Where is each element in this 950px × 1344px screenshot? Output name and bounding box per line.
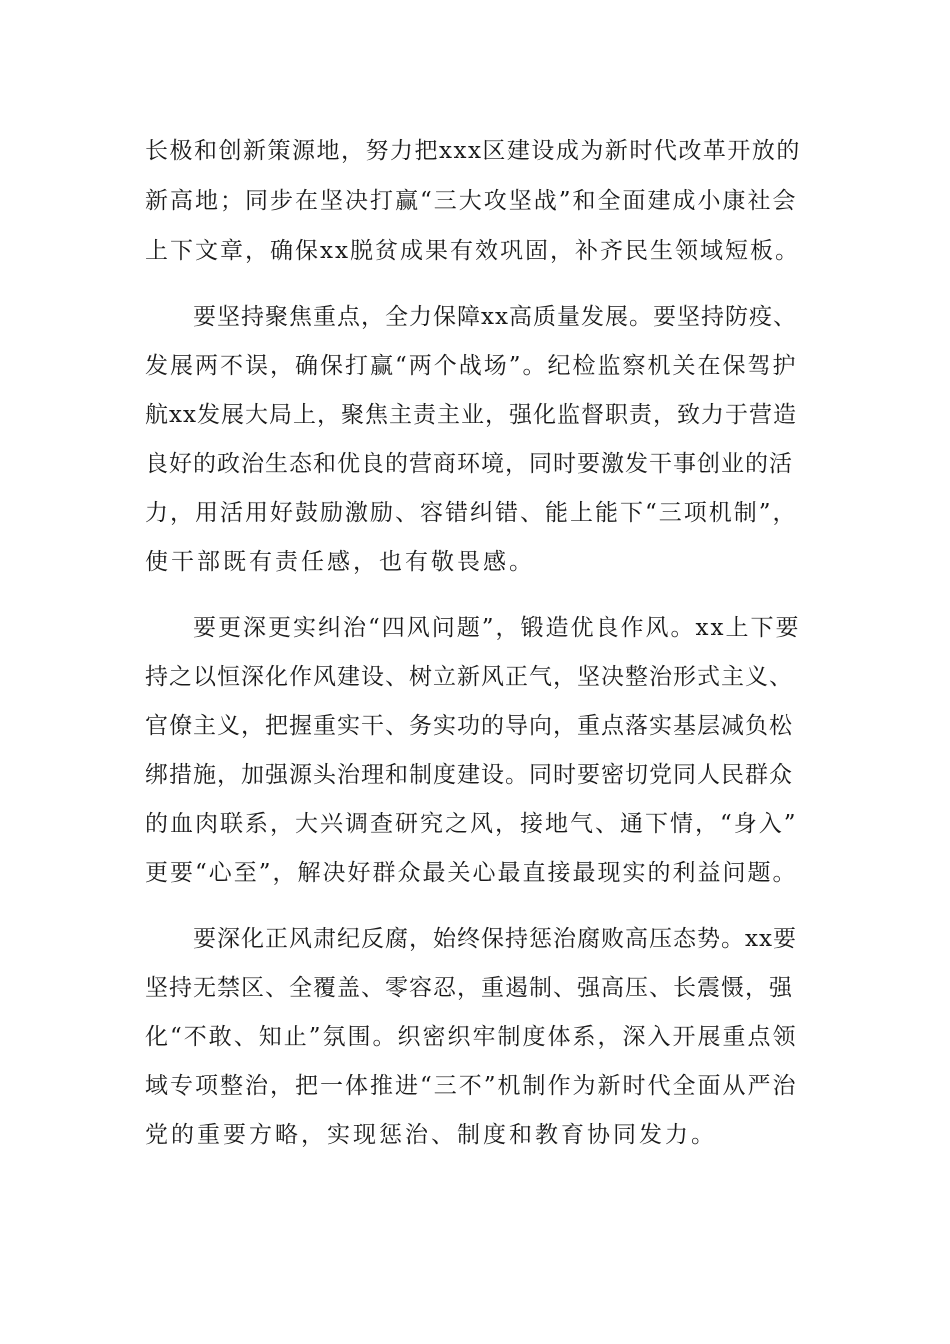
- paragraph-4-line-3: 化“不敢、知止”氛围。织密织牢制度体系，深入开展重点领: [145, 1024, 798, 1050]
- paragraph-4-line-2: 坚持无禁区、全覆盖、零容忍，重遏制、强高压、长震慑，强: [145, 975, 793, 1001]
- paragraph-3-line-5: 的血肉联系，大兴调查研究之风，接地气、通下情，“身入”: [145, 811, 798, 837]
- paragraph-1-line-3: 上下文章，确保xx脱贫成果有效巩固，补齐民生领域短板。: [145, 238, 800, 264]
- paragraph-2-line-5: 力，用活用好鼓励激励、容错纠错、能上能下“三项机制”，: [145, 500, 798, 526]
- paragraph-4-line-1: 要深化正风肃纪反腐，始终保持惩治腐败高压态势。xx要: [193, 926, 797, 952]
- paragraph-3-line-2: 持之以恒深化作风建设、树立新风正气，坚决整治形式主义、: [145, 664, 793, 690]
- paragraph-2-line-4: 良好的政治生态和优良的营商环境，同时要激发干事创业的活: [145, 451, 793, 477]
- paragraph-2-line-1: 要坚持聚焦重点，全力保障xx高质量发展。要坚持防疫、: [193, 304, 797, 330]
- paragraph-4-line-5: 党的重要方略，实现惩治、制度和教育协同发力。: [145, 1122, 717, 1148]
- paragraph-3-line-4: 绑措施，加强源头治理和制度建设。同时要密切党同人民群众: [145, 762, 793, 788]
- paragraph-2-line-6: 使干部既有责任感，也有敬畏感。: [145, 549, 535, 575]
- paragraph-3-line-1: 要更深更实纠治“四风问题”，锻造优良作风。xx上下要: [193, 615, 801, 641]
- paragraph-2-line-3: 航xx发展大局上，聚焦主责主业，强化监督职责，致力于营造: [145, 402, 797, 428]
- paragraph-1-line-1: 长极和创新策源地，努力把xxx区建设成为新时代改革开放的: [145, 138, 801, 164]
- paragraph-3-line-3: 官僚主义，把握重实干、务实功的导向，重点落实基层减负松: [145, 713, 793, 739]
- paragraph-4-line-4: 域专项整治，把一体推进“三不”机制作为新时代全面从严治: [145, 1073, 798, 1099]
- paragraph-1-line-2: 新高地；同步在坚决打赢“三大攻坚战”和全面建成小康社会: [145, 188, 798, 214]
- paragraph-3-line-6: 更要“心至”，解决好群众最关心最直接最现实的利益问题。: [145, 860, 798, 886]
- paragraph-2-line-2: 发展两不误，确保打赢“两个战场”。纪检监察机关在保驾护: [145, 353, 798, 379]
